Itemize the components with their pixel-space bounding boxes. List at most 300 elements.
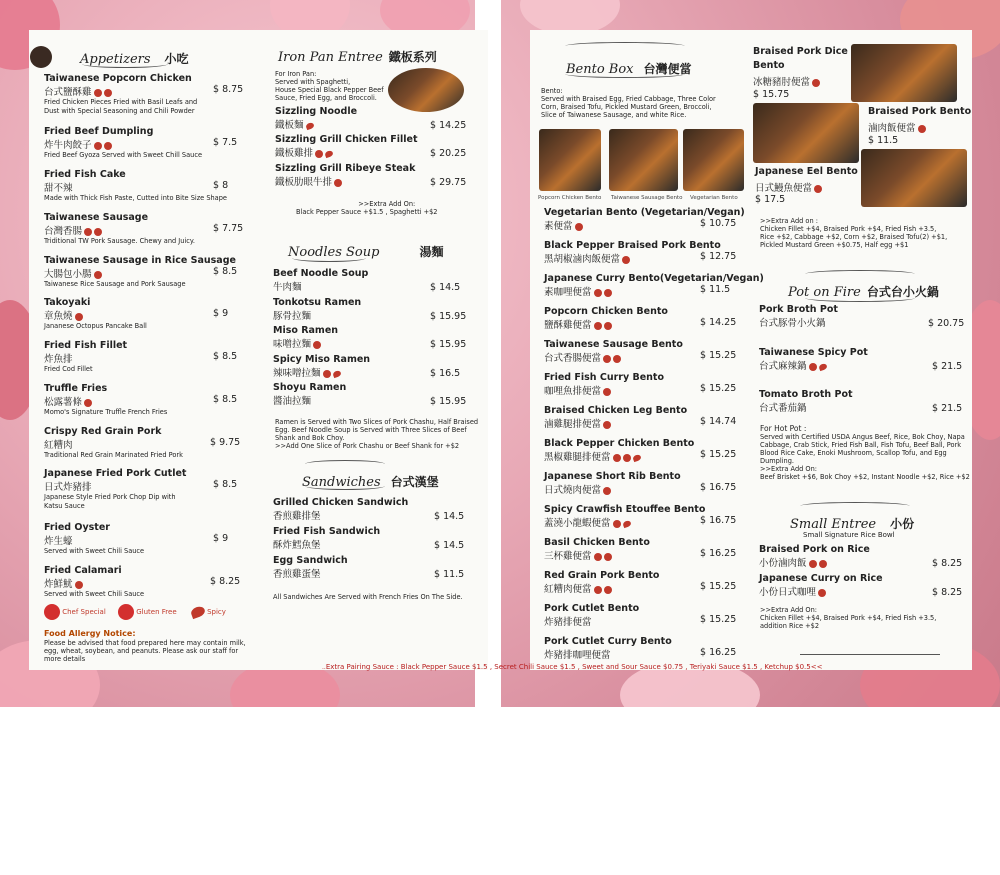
item-cn-text: 咖哩魚排便當: [544, 386, 602, 397]
sandwiches-flourish: [305, 482, 385, 490]
item-cn-text: 炸豬排咖哩便當: [544, 650, 611, 661]
item-name: Vegetarian Bento (Vegetarian/Vegan): [544, 207, 745, 218]
item-name: Fried Oyster: [44, 522, 110, 533]
item-cn-text: 素咖哩便當: [544, 287, 592, 298]
chef-special-icon: [323, 370, 331, 378]
menu-item: [44, 126, 202, 160]
item-cn-text: 小份日式咖哩: [759, 587, 817, 598]
item-price: $ 15.95: [430, 339, 467, 350]
iron-pan-photo: [388, 68, 464, 112]
menu-item: [544, 306, 668, 331]
item-desc: Japanese Style Fried Pork Chop Dip with: [44, 493, 176, 501]
item-cn-text: 鐵板雞排: [275, 148, 314, 159]
chef-special-icon: [315, 150, 323, 158]
menu-item: [44, 522, 144, 556]
noodles-note-line: Ramen is Served with Two Slices of Pork Chashu, Half Braised: [275, 418, 479, 426]
bento-caption: Vegetarian Bento: [690, 195, 738, 201]
item-cn-text: 三杯雞便當: [544, 551, 592, 562]
item-name: Truffle Fries: [44, 383, 108, 394]
chef-special-icon: [623, 454, 631, 462]
item-price: $ 15.25: [700, 614, 737, 625]
item-cn-text: 辣味噌拉麵: [273, 368, 321, 379]
menu-item: [544, 438, 694, 463]
item-cn: [544, 284, 764, 298]
menu-item: [273, 325, 338, 350]
item-price: $ 16.75: [700, 482, 737, 493]
item-cn-text: 蓋澆小龍蝦便當: [544, 518, 611, 529]
chef-special-icon: [604, 322, 612, 330]
item-name: Braised Chicken Leg Bento: [544, 405, 688, 416]
chef-special-icon: [814, 185, 822, 193]
chef-special-icon: [75, 581, 83, 589]
item-price: $ 14.5: [430, 282, 461, 293]
noodles-title: Noodles Soup 湯麵: [288, 245, 444, 260]
chef-special-icon: [594, 586, 602, 594]
small-title: Small Entree 小份: [790, 517, 915, 532]
item-cn-text: 大腸包小腸: [44, 269, 92, 280]
chef-special-icon: [603, 421, 611, 429]
iron-desc-line: Sauce, Fried Egg, and Broccoli.: [275, 94, 377, 102]
item-cn-text: 台式鹽酥雞: [44, 87, 92, 98]
menu-item: [759, 544, 870, 569]
item-desc: Traditional Red Grain Marinated Fried Pork: [44, 451, 183, 459]
item-name: Crispy Red Grain Pork: [44, 426, 162, 437]
item-cn-text: 味噌拉麵: [273, 339, 312, 350]
allergy-title: Food Allergy Notice:: [44, 629, 136, 638]
braised-dice-photo: [851, 44, 957, 102]
braised-dice-cn: 冰糖豬肘便當: [753, 74, 820, 88]
menu-item: [44, 73, 197, 115]
chili-pepper-icon: [622, 519, 632, 527]
chef-special-icon: [313, 341, 321, 349]
braised-pork-cn: 滷肉飯便當: [868, 120, 926, 134]
legend-chef-label: Chef Special: [62, 608, 106, 616]
blank-bottom: [0, 707, 1000, 875]
item-cn: [273, 566, 348, 580]
item-cn-text: 台式香腸便當: [544, 353, 602, 364]
item-price: $ 8.5: [213, 351, 238, 362]
chef-special-icon: [809, 560, 817, 568]
chef-special-icon: [604, 289, 612, 297]
menu-item: [759, 389, 853, 414]
menu-item: [275, 163, 415, 188]
item-name: Shoyu Ramen: [273, 382, 347, 393]
menu-item: [275, 106, 357, 131]
chili-pepper-icon: [324, 149, 334, 157]
allergy-line: egg, wheat, soybean, and peanuts. Please ask our staff for: [44, 647, 239, 655]
menu-item: [273, 268, 368, 293]
small-subtitle: Small Signature Rice Bowl: [803, 531, 895, 539]
item-desc: Made with Thick Fish Paste, Cutted into Bite Size Shape: [44, 194, 227, 202]
item-cn-text: 炸魚排: [44, 354, 73, 365]
menu-item: [44, 426, 183, 460]
item-cn-text: 松露薯條: [44, 397, 83, 408]
menu-item: [544, 636, 672, 661]
chili-pepper-icon: [305, 121, 315, 129]
item-price: $ 12.75: [700, 251, 737, 262]
sandwiches-note: All Sandwiches Are Served with French Fries On The Side.: [273, 593, 463, 601]
item-price: $ 9: [213, 308, 229, 319]
item-name: Fried Fish Curry Bento: [544, 372, 664, 383]
item-cn-text: 鐵板麵: [275, 120, 304, 131]
item-cn: [44, 394, 167, 408]
menu-item: [44, 565, 144, 599]
noodles-note: [275, 418, 478, 450]
menu-item: [544, 240, 721, 265]
chef-special-icon: [104, 142, 112, 150]
braised-dice-name: Braised Pork Dice: [753, 46, 848, 57]
item-cn: [544, 383, 664, 397]
legend-spicy-label: Spicy: [207, 608, 226, 616]
menu-item: [759, 304, 838, 329]
item-price: $ 7.75: [213, 223, 244, 234]
chef-special-icon: [613, 520, 621, 528]
hotpot-note-line: Dumpling.: [760, 457, 794, 465]
item-name: Sizzling Grill Chicken Fillet: [275, 134, 418, 145]
item-price: $ 8.25: [932, 558, 963, 569]
item-name: Miso Ramen: [273, 325, 339, 336]
item-name: Taiwanese Spicy Pot: [759, 347, 868, 358]
bottom-divider: [800, 654, 940, 655]
bento-photo-sausage: [609, 129, 678, 191]
hotpot-note-line: Served with Certified USDA Angus Beef, Rice, Bok Choy, Napa: [760, 433, 965, 441]
item-price: $ 8.25: [932, 587, 963, 598]
item-desc: Served with Sweet Chili Sauce: [44, 590, 145, 598]
item-name: Black Pepper Chicken Bento: [544, 438, 695, 449]
bento-photo-popcorn: [539, 129, 601, 191]
item-cn: [44, 533, 144, 547]
bento-desc-line: Slice of Taiwanese Sausage, and white Rice.: [541, 111, 687, 119]
braised-dice-name2: Bento: [753, 60, 785, 71]
small-addon-line: Chicken Fillet +$4, Braised Pork +$4, Fried Fish +3.5,: [760, 614, 937, 622]
menu-item: [44, 169, 227, 203]
menu-item: [273, 555, 348, 580]
item-name: Japanese Fried Pork Cutlet: [44, 468, 187, 479]
item-cn-text: 日式燒肉便當: [544, 485, 602, 496]
item-cn: [44, 84, 197, 98]
chef-special-icon: [613, 454, 621, 462]
item-name: Fried Fish Sandwich: [273, 526, 381, 537]
small-flourish-top: [800, 502, 910, 510]
iron-pan-desc: [275, 70, 384, 102]
sandwiches-flourish-top: [305, 460, 385, 468]
item-name: Basil Chicken Bento: [544, 537, 650, 548]
item-cn-text: 炸生蠔: [44, 536, 73, 547]
item-cn: [544, 482, 681, 496]
item-price: $ 11.5: [434, 569, 465, 580]
item-cn: [544, 614, 639, 628]
item-cn: [275, 117, 357, 131]
bento-addon-line: Rice +$2, Cabbage +$2, Corn +$2, Braised Tofu(2) +$1,: [760, 233, 948, 241]
menu-item: [44, 340, 127, 374]
menu-item: [759, 347, 868, 372]
chef-special-icon: [84, 399, 92, 407]
item-price: $ 15.95: [430, 311, 467, 322]
noodles-flourish: [292, 254, 366, 262]
chef-special-icon: [918, 125, 926, 133]
chef-special-icon: [575, 223, 583, 231]
hotpot-note-line: Blood Rice Cake, Enoki Mushroom, Scallop Tofu, and Egg: [760, 449, 947, 457]
item-price: $ 14.74: [700, 416, 737, 427]
item-cn-text: 滷雞腿排便當: [544, 419, 602, 430]
item-cn-text: 台式豚骨小火鍋: [759, 318, 826, 329]
item-price: $ 8.75: [213, 84, 244, 95]
menu-item: [273, 354, 370, 379]
item-cn: [44, 437, 183, 451]
item-desc: Served with Sweet Chili Sauce: [44, 547, 145, 555]
item-cn: [44, 351, 127, 365]
item-name: Spicy Miso Ramen: [273, 354, 371, 365]
item-cn: [273, 279, 368, 293]
bento-photo-vegetarian: [683, 129, 744, 191]
eel-name: Japanese Eel Bento: [755, 166, 858, 177]
chef-special-icon: [334, 179, 342, 187]
eel-cn: 日式鰻魚便當: [755, 180, 822, 194]
chef-special-icon: [622, 256, 630, 264]
hotpot-note-line: >>Extra Add On:: [760, 465, 818, 473]
item-cn-text: 紅糟肉便當: [544, 584, 592, 595]
menu-item: [544, 471, 681, 496]
iron-desc-line: Served with Spaghetti,: [275, 78, 351, 86]
item-cn-text: 黑椒雞腿排便當: [544, 452, 611, 463]
chef-special-icon: [94, 142, 102, 150]
item-cn-text: 炸牛肉餃子: [44, 140, 92, 151]
item-cn-text: 酥炸鱈魚堡: [273, 540, 321, 551]
chili-pepper-icon: [332, 369, 342, 377]
bento-flourish: [565, 70, 685, 78]
hotpot-flourish-top: [805, 270, 915, 278]
gluten-free-icon: [118, 604, 134, 620]
item-price: $ 9.75: [210, 437, 241, 448]
item-price: $ 8: [213, 180, 229, 191]
extra-sauce-bar: ..Extra Pairing Sauce : Black Pepper Sauce $1.5 , Secret Chili Sauce $1.5 , Sweet and Sour Sauce $0.75 , Teriyaki Sauce $1.5 , Ketchup $0.5<<: [322, 663, 823, 671]
item-cn: [275, 174, 415, 188]
eel-photo: [861, 149, 967, 207]
item-cn-text: 豚骨拉麵: [273, 311, 312, 322]
small-addon: [760, 606, 936, 630]
chef-special-icon: [594, 322, 602, 330]
item-cn-text: 香煎雞排堡: [273, 511, 321, 522]
item-cn: [544, 251, 721, 265]
bento-addon-line: Pickled Mustard Green +$0.75, Half egg +$1: [760, 241, 909, 249]
bento-caption: Taiwanese Sausage Bento: [611, 195, 683, 201]
item-cn-text: 日式炸豬排: [44, 482, 92, 493]
bento-desc: [541, 87, 716, 119]
item-cn-text: 炸鮮魷: [44, 579, 73, 590]
item-cn: [759, 400, 853, 414]
item-name: Taiwanese Sausage in Rice Sausage: [44, 255, 236, 266]
bento-desc-line: Served with Braised Egg, Fried Cabbage, Three Color: [541, 95, 716, 103]
legend: [44, 604, 226, 620]
menu-item: [544, 504, 705, 529]
item-cn: [544, 647, 672, 661]
item-cn: [759, 315, 838, 329]
hotpot-note: [760, 425, 970, 481]
item-cn-text: 香煎雞蛋堡: [273, 569, 321, 580]
menu-item: [44, 383, 167, 417]
item-cn-text: 紅糟肉: [44, 440, 73, 451]
item-cn: [44, 223, 195, 237]
item-cn-text: 黑胡椒滷肉飯便當: [544, 254, 621, 265]
item-desc: Dust with Special Seasoning and Chili Powder: [44, 106, 195, 115]
iron-desc-line: House Special Black Pepper Beef: [275, 86, 384, 94]
item-cn: [273, 365, 370, 379]
item-name: Beef Noodle Soup: [273, 268, 369, 279]
item-cn: [544, 515, 705, 529]
menu-item: [544, 537, 650, 562]
bento-addon: [760, 217, 947, 249]
item-price: $ 15.25: [700, 449, 737, 460]
menu-item: [44, 297, 147, 331]
chef-special-icon: [84, 228, 92, 236]
chef-special-icon: [603, 388, 611, 396]
bento-caption: Popcorn Chicken Bento: [538, 195, 602, 201]
chili-pepper-icon: [818, 362, 828, 370]
item-name: Spicy Crawfish Etouffee Bento: [544, 504, 706, 515]
item-cn: [273, 336, 338, 350]
braised-pork-name: Braised Pork Bento: [868, 106, 972, 117]
item-cn: [544, 317, 668, 331]
item-cn: [273, 393, 346, 407]
braised-pork-price: $ 11.5: [868, 135, 899, 146]
item-cn-text: 炸豬排便當: [544, 617, 592, 628]
item-price: $ 16.25: [700, 647, 737, 658]
item-name: Takoyaki: [44, 297, 91, 308]
sandwiches-title: Sandwiches 台式漢堡: [302, 475, 439, 490]
chef-special-icon: [818, 589, 826, 597]
item-price: $ 15.25: [700, 581, 737, 592]
item-price: $ 8.5: [213, 479, 238, 490]
item-name: Fried Fish Cake: [44, 169, 126, 180]
item-price: $ 15.25: [700, 350, 737, 361]
menu-item: [273, 382, 346, 407]
item-price: $ 8.25: [210, 576, 241, 587]
item-price: $ 16.25: [700, 548, 737, 559]
item-desc: Triditional TW Pork Sausage. Chewy and Juicy.: [44, 237, 195, 245]
item-cn: [44, 308, 147, 322]
item-price: $ 20.75: [928, 318, 965, 329]
item-name: Tomato Broth Pot: [759, 389, 853, 400]
item-cn: [544, 449, 694, 463]
menu-item: [273, 297, 361, 322]
menu-item: [275, 134, 418, 159]
legend-gf-label: Gluten Free: [136, 608, 177, 616]
menu-item: [273, 497, 408, 522]
iron-addon: [296, 200, 438, 216]
menu-item: [544, 405, 687, 430]
item-price: $ 21.5: [932, 361, 963, 372]
item-desc: Jananese Octopus Pancake Ball: [44, 322, 147, 330]
item-name: Braised Pork on Rice: [759, 544, 870, 555]
appetizers-flourish: [82, 60, 168, 68]
iron-desc-line: For Iron Pan:: [275, 70, 317, 78]
chef-special-icon: [812, 79, 820, 87]
menu-item: [544, 603, 639, 628]
bento-title: Bento Box 台灣便當: [566, 62, 692, 77]
allergy-text: [44, 639, 246, 663]
hotpot-title: Pot on Fire 台式台小火鍋: [788, 285, 939, 300]
chef-special-icon: [94, 228, 102, 236]
chef-special-icon: [604, 553, 612, 561]
menu-item: [544, 339, 683, 364]
bento-addon-line: Chicken Fillet +$4, Braised Pork +$4, Fried Fish +3.5,: [760, 225, 937, 233]
item-price: $ 7.5: [213, 137, 238, 148]
chef-special-icon: [809, 363, 817, 371]
item-price: $ 14.5: [434, 540, 465, 551]
item-cn-text: 牛肉麵: [273, 282, 302, 293]
menu-item: [544, 273, 764, 298]
item-cn-text: 章魚燒: [44, 311, 73, 322]
chef-special-icon: [594, 289, 602, 297]
bento-desc-line: Corn, Braised Tofu, Pickled Mustard Green, Broccoli,: [541, 103, 712, 111]
item-cn: [544, 581, 659, 595]
chili-pepper-icon: [190, 605, 207, 619]
chef-special-icon: [104, 89, 112, 97]
item-cn-text: 鐵板肋眼牛排: [275, 177, 333, 188]
item-cn: [275, 145, 418, 159]
bento-desc-line: Bento:: [541, 87, 563, 95]
chef-special-icon: [604, 586, 612, 594]
noodles-note-line: Egg. Beef Noodle Soup is Served with Three Slices of Beef: [275, 426, 467, 434]
chef-special-icon: [819, 560, 827, 568]
chef-special-icon: [94, 89, 102, 97]
braised-dice-price: $ 15.75: [753, 89, 790, 100]
item-cn: [44, 137, 202, 151]
item-desc: Taiwanese Rice Sausage and Pork Sausage: [44, 280, 186, 288]
item-price: $ 15.25: [700, 383, 737, 394]
iron-addon-title: >>Extra Add On:: [358, 200, 416, 208]
item-desc: Fried Cod Fillet: [44, 365, 93, 373]
item-cn: [273, 308, 361, 322]
item-name: Pork Broth Pot: [759, 304, 838, 315]
item-price: $ 20.25: [430, 148, 467, 159]
item-cn-text: 甜不辣: [44, 183, 73, 194]
iron-addon-text: Black Pepper Sauce +$1.5 , Spaghetti +$2: [296, 208, 438, 216]
item-price: $ 14.25: [430, 120, 467, 131]
hotpot-note-line: Cabbage, Crab Stick, Fried Fish Ball, Fish Tofu, Beef Ball, Pork: [760, 441, 962, 449]
menu-item: [44, 468, 186, 510]
braised-pork-photo: [753, 103, 859, 163]
item-name: Pork Cutlet Curry Bento: [544, 636, 672, 647]
item-cn: [44, 266, 236, 280]
allergy-line: more details: [44, 655, 86, 663]
item-price: $ 21.5: [932, 403, 963, 414]
item-name: Taiwanese Popcorn Chicken: [44, 73, 192, 84]
item-name: Sizzling Grill Ribeye Steak: [275, 163, 416, 174]
iron-pan-title: Iron Pan Entree 鐵板系列: [278, 50, 437, 65]
item-cn-text: 小份滷肉飯: [759, 558, 807, 569]
menu-item: [44, 212, 195, 246]
menu-item: [544, 570, 659, 595]
chili-pepper-icon: [632, 453, 642, 461]
item-cn: [273, 508, 408, 522]
chef-special-icon: [594, 553, 602, 561]
chef-special-icon: [94, 271, 102, 279]
item-price: $ 8.5: [213, 266, 238, 277]
item-price: $ 29.75: [430, 177, 467, 188]
menu-item: [544, 372, 664, 397]
item-cn-text: 台灣香腸: [44, 226, 83, 237]
item-price: $ 14.25: [700, 317, 737, 328]
chef-special-icon: [603, 355, 611, 363]
item-name: Red Grain Pork Bento: [544, 570, 660, 581]
item-name: Taiwanese Sausage Bento: [544, 339, 683, 350]
allergy-line: Please be advised that food prepared here may contain milk,: [44, 639, 246, 647]
item-cn: [544, 416, 687, 430]
item-price: $ 14.5: [434, 511, 465, 522]
item-name: Taiwanese Sausage: [44, 212, 149, 223]
item-price: $ 11.5: [700, 284, 731, 295]
